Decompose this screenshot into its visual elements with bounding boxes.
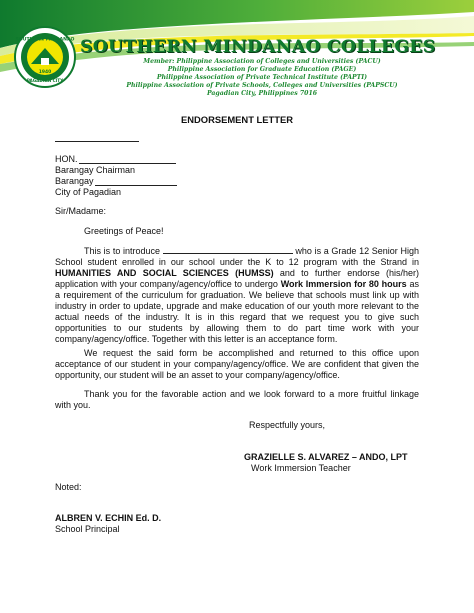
recipient-city: City of Pagadian (55, 187, 122, 197)
paragraph-request: We request the said form be accomplished and returned to this office upon acceptance of our student in your company/agency/office. We are confident that given the opportunity, our student will be an asset to your company/agency/office. (55, 348, 419, 380)
barangay-blank-line (95, 185, 177, 186)
date-blank-line (55, 141, 139, 142)
seal-ring-text: SOUTHERN MINDANAO (15, 37, 75, 43)
letter-title: ENDORSEMENT LETTER (181, 114, 293, 125)
recipient-hon-label: HON. (55, 154, 78, 164)
membership-line: Philippine Association of Private Schools, Colleges and Universities (PAPSCU) (126, 82, 398, 89)
noted-label: Noted: (55, 482, 82, 492)
membership-line: Member: Philippine Association of Colleges and Universities (PACU) (143, 58, 381, 65)
closing: Respectfully yours, (249, 420, 326, 430)
seal-year: 1940 (38, 70, 52, 75)
seal-ring-bottom-text: PAGADIAN CITY (26, 78, 64, 83)
recipient-barangay: Barangay (55, 176, 94, 186)
school-address: Pagadian City, Philippines 7016 (206, 90, 318, 97)
recipient-name-blank (79, 163, 176, 164)
signatory-title: Work Immersion Teacher (251, 463, 351, 473)
membership-line: Philippine Association for Graduate Education (PAGE) (167, 66, 357, 73)
student-name-blank (163, 245, 293, 254)
principal-title: School Principal (55, 524, 120, 534)
intro-after-blank: who is a Grade 12 Senior High School student enrolled in our school under the K to 12 program with the Strand in (55, 246, 419, 267)
intro-mid: and to further endorse (his/her) application with your company/agency/office to undergo (55, 268, 419, 289)
paragraph-thanks: Thank you for the favorable action and we look forward to a more fruitful linkage with you. (55, 389, 419, 410)
membership-line: Philippine Association of Private Technical Institute (PAPTI) (156, 74, 368, 81)
greeting: Greetings of Peace! (84, 226, 164, 236)
recipient-hon (55, 154, 78, 165)
principal-name: ALBREN V. ECHIN Ed. D. (55, 513, 162, 523)
recipient-title: Barangay Chairman (55, 165, 136, 175)
school-name: SOUTHERN MINDANAO COLLEGES (80, 37, 436, 57)
intro-text: This is to introduce (84, 246, 161, 256)
signatory-name: GRAZIELLE S. ALVAREZ – ANDO, LPT (244, 452, 408, 462)
paragraph-introduction (55, 245, 419, 345)
intro-rest: as a requirement of the curriculum for graduation. We believe that schools must link up with industry in order to update, upgrade and make education of our youth more relevant to the actual needs of the industry. It is in this regard that we request you to give such opportunities to our students by allowing them to do part time work with your company/agency/office. Together with this letter is an acceptance form. (55, 279, 419, 344)
strand-name: HUMANITIES AND SOCIAL SCIENCES (HUMSS) (55, 268, 274, 278)
immersion-hours: Work Immersion for 80 hours (280, 279, 407, 289)
salutation: Sir/Madame: (55, 206, 107, 216)
